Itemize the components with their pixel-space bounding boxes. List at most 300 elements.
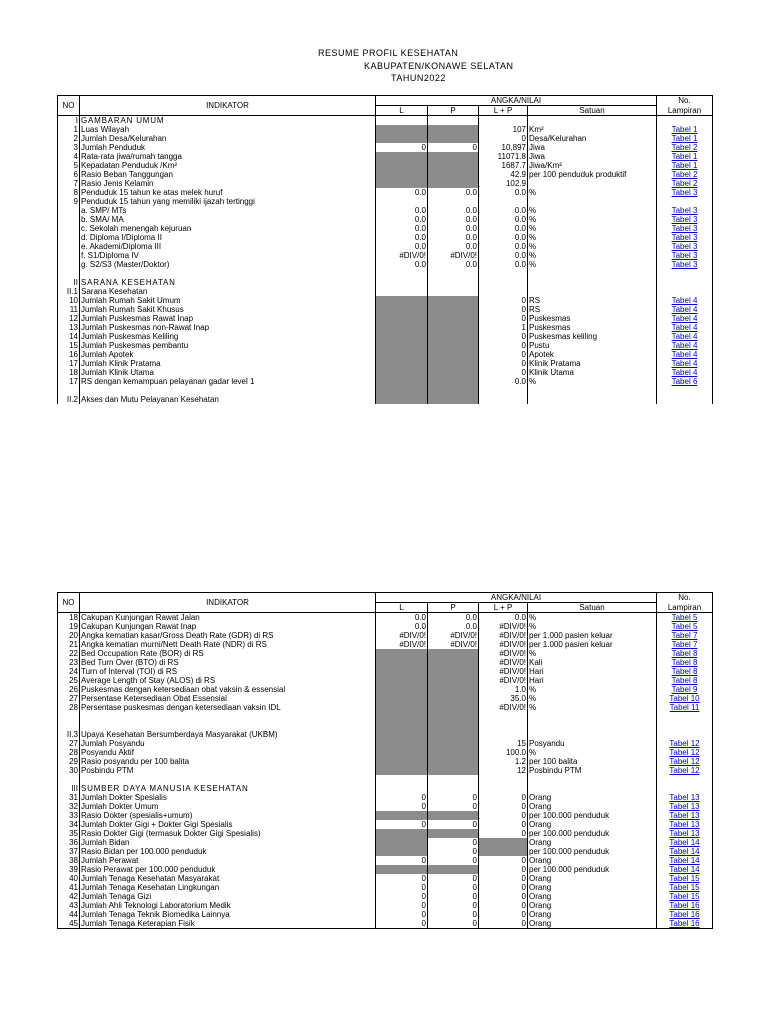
col-header-lampiran-no: No. [657,593,713,603]
value-l [376,386,428,395]
lampiran-cell [657,685,713,694]
unit-satuan: % [528,613,657,623]
unit-satuan: Desa/Kelurahan [528,134,657,143]
lampiran-cell [657,233,713,242]
value-p: 0.0 [428,224,479,233]
row-number: III [58,784,80,793]
table-row [58,233,713,242]
lampiran-link[interactable]: Tabel 4 [671,305,698,314]
lampiran-link[interactable]: Tabel 14 [669,847,700,856]
table-row [58,631,713,640]
unit-satuan: RS [528,296,657,305]
indicator-label: Kepadatan Penduduk /Km² [80,161,376,170]
value-p [428,811,479,820]
unit-satuan: Puskesmas [528,314,657,323]
row-number [58,233,80,242]
value-l: 0 [376,892,428,901]
indicator-label: Puskesmas dengan ketersediaan obat vaksin & essensial [80,685,376,694]
unit-satuan: Orang [528,874,657,883]
value-l [376,116,428,126]
lampiran-link[interactable]: Tabel 5 [671,622,698,631]
lampiran-link[interactable]: Tabel 4 [671,350,698,359]
row-number: 38 [58,856,80,865]
lampiran-cell [657,829,713,838]
value-l: 0 [376,901,428,910]
lampiran-link[interactable]: Tabel 4 [671,341,698,350]
value-p [428,341,479,350]
value-p [428,386,479,395]
table-row [58,847,713,856]
value-l: 0 [376,910,428,919]
lampiran-cell [657,658,713,667]
value-p: 0 [428,901,479,910]
lampiran-link[interactable]: Tabel 8 [671,667,698,676]
indicator-label: Jumlah Ahli Teknologi Laboratorium Medik [80,901,376,910]
indicator-label: Jumlah Dokter Umum [80,802,376,811]
indicator-label: Jumlah Puskesmas Keliling [80,332,376,341]
table-row [58,305,713,314]
lampiran-link[interactable]: Tabel 12 [669,766,700,775]
unit-satuan: Orang [528,820,657,829]
lampiran-link[interactable]: Tabel 14 [669,856,700,865]
unit-satuan [528,721,657,730]
lampiran-link[interactable]: Tabel 15 [669,883,700,892]
row-number [58,386,80,395]
row-number [58,712,80,721]
indicator-label: Jumlah Bidan [80,838,376,847]
value-lp: 0 [479,892,528,901]
value-p [428,179,479,188]
unit-satuan: per 100.000 penduduk [528,865,657,874]
table-row [58,856,713,865]
lampiran-cell [657,242,713,251]
value-l [376,134,428,143]
unit-satuan: % [528,748,657,757]
lampiran-cell [657,667,713,676]
lampiran-cell [657,323,713,332]
value-p [428,359,479,368]
value-lp: 1 [479,323,528,332]
row-number: 1 [58,125,80,134]
value-lp: 0 [479,314,528,323]
unit-satuan: Klinik Utama [528,368,657,377]
lampiran-cell [657,784,713,793]
col-header-lampiran: Lampiran [657,106,713,116]
value-p [428,721,479,730]
lampiran-link[interactable]: Tabel 9 [671,685,698,694]
indicator-label: Cakupan Kunjungan Rawat Inap [80,622,376,631]
indicator-label: Rata-rata jiwa/rumah tangga [80,152,376,161]
indicator-table-2 [57,592,713,929]
indicator-label [80,775,376,784]
value-lp [479,197,528,206]
unit-satuan: Orang [528,901,657,910]
indicator-label: Average Length of Stay (ALOS) di RS [80,676,376,685]
indicator-label: Turn of Interval (TOI) di RS [80,667,376,676]
value-l [376,811,428,820]
lampiran-link[interactable]: Tabel 3 [671,188,698,197]
value-l [376,314,428,323]
value-p: 0.0 [428,242,479,251]
lampiran-link[interactable]: Tabel 13 [669,811,700,820]
lampiran-link[interactable]: Tabel 14 [669,865,700,874]
col-header-indikator: INDIKATOR [80,96,376,116]
lampiran-link[interactable]: Tabel 10 [669,694,700,703]
value-l [376,748,428,757]
table-row [58,613,713,623]
lampiran-link[interactable]: Tabel 12 [669,748,700,757]
row-number: 27 [58,694,80,703]
row-number: II.2 [58,395,80,404]
indicator-label: Upaya Kesehatan Bersumberdaya Masyarakat (UKBM) [80,730,376,739]
lampiran-link[interactable]: Tabel 3 [671,233,698,242]
lampiran-link[interactable]: Tabel 1 [671,134,698,143]
table-row [58,143,713,152]
lampiran-cell [657,613,713,623]
table-row [58,368,713,377]
lampiran-link[interactable]: Tabel 4 [671,368,698,377]
table-row [58,901,713,910]
lampiran-link[interactable]: Tabel 4 [671,323,698,332]
value-lp: 10,897 [479,143,528,152]
lampiran-link[interactable]: Tabel 5 [671,613,698,622]
indicator-label: Luas Wilayah [80,125,376,134]
lampiran-link[interactable]: Tabel 16 [669,910,700,919]
indicator-label: Jumlah Penduduk [80,143,376,152]
unit-satuan: % [528,242,657,251]
value-l: 0.0 [376,224,428,233]
unit-satuan: % [528,377,657,386]
value-l: 0.0 [376,188,428,197]
value-lp: 0 [479,874,528,883]
value-lp [479,775,528,784]
unit-satuan [528,730,657,739]
lampiran-link[interactable]: Tabel 1 [671,125,698,134]
value-lp: 0 [479,368,528,377]
unit-satuan: Km² [528,125,657,134]
lampiran-cell [657,874,713,883]
indicator-label: Posyandu Aktif [80,748,376,757]
lampiran-cell [657,910,713,919]
row-number [58,721,80,730]
value-p [428,865,479,874]
unit-satuan: % [528,694,657,703]
value-l: #DIV/0! [376,251,428,260]
value-lp: 1.0 [479,685,528,694]
value-l [376,377,428,386]
value-l [376,766,428,775]
lampiran-cell [657,341,713,350]
value-p [428,784,479,793]
table-row [58,793,713,802]
lampiran-cell [657,269,713,278]
lampiran-link[interactable]: Tabel 3 [671,215,698,224]
table-row [58,676,713,685]
lampiran-link[interactable]: Tabel 3 [671,206,698,215]
value-l [376,161,428,170]
table-row [58,278,713,287]
lampiran-cell [657,757,713,766]
indicator-label: Jumlah Dokter Gigi + Dokter Gigi Spesialis [80,820,376,829]
value-l [376,712,428,721]
unit-satuan [528,278,657,287]
value-lp: 102.9 [479,179,528,188]
indicator-table-1 [57,95,713,404]
row-number: 31 [58,793,80,802]
indicator-label: Jumlah Apotek [80,350,376,359]
table-row [58,892,713,901]
lampiran-cell [657,179,713,188]
unit-satuan: Orang [528,838,657,847]
unit-satuan: per 100.000 penduduk [528,847,657,856]
value-lp: 0 [479,910,528,919]
value-p: #DIV/0! [428,251,479,260]
lampiran-cell [657,368,713,377]
lampiran-link[interactable]: Tabel 11 [669,703,700,712]
lampiran-link[interactable]: Tabel 14 [669,838,700,847]
lampiran-link[interactable]: Tabel 1 [671,161,698,170]
unit-satuan: RS [528,305,657,314]
value-p [428,739,479,748]
table-row [58,721,713,730]
indicator-label: Rasio Dokter Gigi (termasuk Dokter Gigi Spesialis) [80,829,376,838]
lampiran-cell [657,739,713,748]
row-number: 4 [58,152,80,161]
value-p: 0 [428,793,479,802]
value-p: 0.0 [428,613,479,623]
row-number: 18 [58,368,80,377]
value-l [376,341,428,350]
unit-satuan: Orang [528,856,657,865]
table-row [58,703,713,712]
value-p [428,287,479,296]
col-header-angka-nilai: ANGKA/NILAI [376,593,657,603]
lampiran-link[interactable]: Tabel 12 [669,739,700,748]
lampiran-link[interactable]: Tabel 3 [671,260,698,269]
value-lp: 0 [479,350,528,359]
value-lp: 1.2 [479,757,528,766]
lampiran-link[interactable]: Tabel 4 [671,314,698,323]
col-header-lp: L + P [479,106,528,116]
value-l: 0.0 [376,233,428,242]
table-row [58,919,713,929]
value-lp: 0.0 [479,233,528,242]
value-lp: 0.0 [479,260,528,269]
lampiran-link[interactable]: Tabel 6 [671,377,698,386]
table-row [58,350,713,359]
value-lp: 0 [479,883,528,892]
lampiran-cell [657,649,713,658]
unit-satuan: Jiwa [528,143,657,152]
value-p: 0.0 [428,215,479,224]
row-number: 11 [58,305,80,314]
lampiran-link[interactable]: Tabel 2 [671,143,698,152]
table-row [58,314,713,323]
lampiran-cell [657,224,713,233]
value-p [428,269,479,278]
lampiran-link[interactable]: Tabel 4 [671,296,698,305]
value-l [376,269,428,278]
lampiran-link[interactable]: Tabel 3 [671,251,698,260]
row-number: 28 [58,703,80,712]
value-lp [479,116,528,126]
value-lp: 15 [479,739,528,748]
indicator-label: Jumlah Perawat [80,856,376,865]
unit-satuan: % [528,685,657,694]
lampiran-link[interactable]: Tabel 12 [669,757,700,766]
table-row [58,739,713,748]
value-lp [479,386,528,395]
table-row [58,359,713,368]
unit-satuan [528,179,657,188]
row-number: 34 [58,820,80,829]
value-lp: 42.9 [479,170,528,179]
lampiran-cell [657,161,713,170]
lampiran-link[interactable]: Tabel 15 [669,874,700,883]
value-l: 0 [376,820,428,829]
lampiran-link[interactable]: Tabel 8 [671,676,698,685]
value-lp [479,730,528,739]
indicator-label: Rasio posyandu per 100 balita [80,757,376,766]
indicator-label: Angka kematian kasar/Gross Death Rate (GDR) di RS [80,631,376,640]
lampiran-link[interactable]: Tabel 16 [669,901,700,910]
value-l [376,359,428,368]
indicator-label: f. S1/Diploma IV [80,251,376,260]
value-p [428,161,479,170]
lampiran-cell [657,811,713,820]
value-lp [479,278,528,287]
value-lp [479,838,528,847]
col-header-no: NO [58,96,80,116]
lampiran-cell [657,377,713,386]
row-number: 14 [58,332,80,341]
value-p: 0 [428,838,479,847]
value-l [376,323,428,332]
indicator-label [80,269,376,278]
row-number [58,775,80,784]
lampiran-link[interactable]: Tabel 1 [671,152,698,161]
lampiran-link[interactable]: Tabel 8 [671,658,698,667]
value-p [428,332,479,341]
value-p [428,676,479,685]
lampiran-cell [657,793,713,802]
lampiran-cell [657,730,713,739]
unit-satuan: Orang [528,802,657,811]
col-header-indikator: INDIKATOR [80,593,376,613]
value-lp: #DIV/0! [479,667,528,676]
table-row [58,161,713,170]
value-lp: #DIV/0! [479,676,528,685]
value-p: 0 [428,892,479,901]
indicator-label: Persentase puskesmas dengan ketersediaan vaksin IDL [80,703,376,712]
value-lp: 0.0 [479,251,528,260]
value-p [428,296,479,305]
table-row [58,215,713,224]
value-l [376,287,428,296]
row-number: 17 [58,359,80,368]
value-lp: 0 [479,332,528,341]
lampiran-link[interactable]: Tabel 7 [671,640,698,649]
lampiran-link[interactable]: Tabel 13 [669,829,700,838]
lampiran-link[interactable]: Tabel 13 [669,802,700,811]
table-row [58,188,713,197]
unit-satuan: % [528,703,657,712]
indicator-label: Jumlah Dokter Spesialis [80,793,376,802]
lampiran-link[interactable]: Tabel 13 [669,820,700,829]
value-l [376,170,428,179]
value-lp: 0.0 [479,206,528,215]
lampiran-cell [657,125,713,134]
indicator-label: Jumlah Desa/Kelurahan [80,134,376,143]
row-number: 17 [58,377,80,386]
lampiran-cell [657,622,713,631]
lampiran-cell [657,712,713,721]
lampiran-link[interactable]: Tabel 13 [669,793,700,802]
lampiran-cell [657,838,713,847]
unit-satuan: Orang [528,919,657,929]
lampiran-cell [657,332,713,341]
value-p: #DIV/0! [428,631,479,640]
lampiran-link[interactable]: Tabel 8 [671,649,698,658]
row-number: II.3 [58,730,80,739]
table-row [58,883,713,892]
row-number: II.1 [58,287,80,296]
indicator-label: Persentase Ketersediaan Obat Essensial [80,694,376,703]
col-header-angka-nilai: ANGKA/NILAI [376,96,657,106]
value-lp: 107 [479,125,528,134]
unit-satuan: per 1.000 pasien keluar [528,640,657,649]
value-lp: 0 [479,359,528,368]
value-lp: #DIV/0! [479,640,528,649]
lampiran-link[interactable]: Tabel 4 [671,359,698,368]
table-row [58,757,713,766]
lampiran-link[interactable]: Tabel 15 [669,892,700,901]
lampiran-link[interactable]: Tabel 16 [669,919,700,928]
lampiran-link[interactable]: Tabel 2 [671,179,698,188]
row-number: 20 [58,631,80,640]
row-number: II [58,278,80,287]
section-heading: SARANA KESEHATAN [80,278,376,287]
value-p [428,278,479,287]
lampiran-link[interactable]: Tabel 7 [671,631,698,640]
lampiran-cell [657,116,713,126]
lampiran-cell [657,143,713,152]
indicator-label: Rasio Bidan per 100.000 penduduk [80,847,376,856]
unit-satuan: per 100 balita [528,757,657,766]
unit-satuan [528,712,657,721]
lampiran-link[interactable]: Tabel 2 [671,170,698,179]
indicator-label: Jumlah Puskesmas Rawat Inap [80,314,376,323]
table-row [58,865,713,874]
table-row [58,748,713,757]
row-number: 32 [58,802,80,811]
indicator-label: Jumlah Tenaga Kesehatan Lingkungan [80,883,376,892]
row-number: 23 [58,658,80,667]
lampiran-cell [657,892,713,901]
lampiran-link[interactable]: Tabel 3 [671,242,698,251]
value-p [428,694,479,703]
indicator-label: Posbindu PTM [80,766,376,775]
value-p [428,377,479,386]
lampiran-link[interactable]: Tabel 4 [671,332,698,341]
value-lp [479,712,528,721]
lampiran-link[interactable]: Tabel 3 [671,224,698,233]
col-header-no: NO [58,593,80,613]
col-header-lampiran-no: No. [657,96,713,106]
row-number [58,242,80,251]
value-l [376,197,428,206]
indicator-label: Rasio Jenis Kelamin [80,179,376,188]
